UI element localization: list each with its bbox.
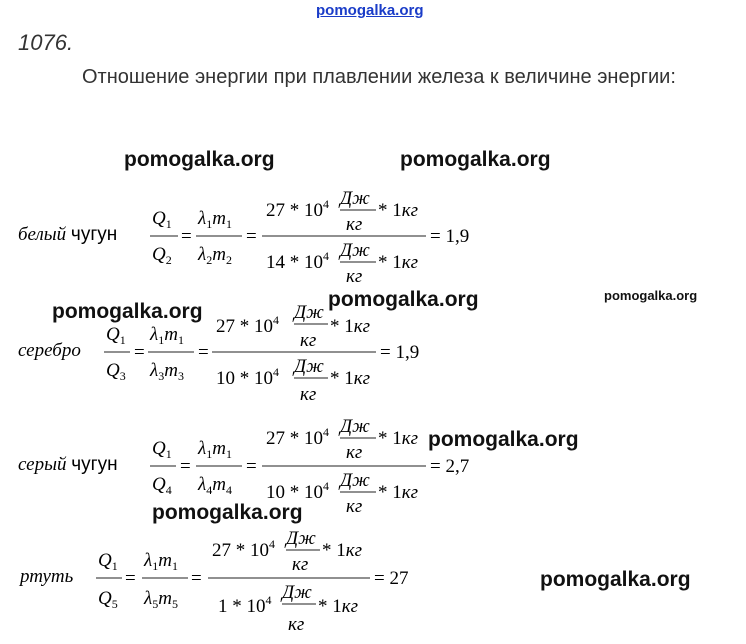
q-denominator: $Q_5$ <box>98 588 118 611</box>
numerator-mass: * 1кг <box>322 540 363 561</box>
equals-sign: = <box>198 342 209 363</box>
unit-energy: Дж <box>340 188 370 209</box>
unit-mass: кг <box>346 214 363 235</box>
denominator-value: $1 * 10^4$ <box>218 593 272 617</box>
material-label: белый чугун <box>18 224 118 245</box>
denominator-value: $10 * 10^4$ <box>216 365 279 389</box>
material-label: ртуть <box>20 566 74 587</box>
unit-mass: кг <box>346 442 363 463</box>
lambda-numerator: $\lambda_1m_1$ <box>150 324 184 347</box>
site-link[interactable]: pomogalka.org <box>316 2 424 19</box>
result: = 1,9 <box>430 226 470 247</box>
material-label: серебро <box>18 340 81 361</box>
numerator-value: $27 * 10^4$ <box>216 313 279 337</box>
equation-svg <box>0 412 746 518</box>
equation-white-cast-iron <box>0 184 746 296</box>
unit-mass: кг <box>288 614 305 635</box>
q-denominator: $Q_2$ <box>152 244 172 267</box>
q-numerator: $Q_1$ <box>152 438 172 461</box>
unit-energy: Дж <box>286 528 316 549</box>
watermark: pomogalka.org <box>152 501 303 524</box>
equation-silver <box>0 298 746 414</box>
unit-energy: Дж <box>282 582 312 603</box>
lambda-numerator: $\lambda_1m_1$ <box>198 208 232 231</box>
lambda-denominator: $\lambda_3m_3$ <box>150 360 184 383</box>
unit-energy: Дж <box>294 302 324 323</box>
result: = 1,9 <box>380 342 420 363</box>
q-denominator: $Q_4$ <box>152 474 172 497</box>
unit-energy: Дж <box>340 470 370 491</box>
result: = 27 <box>374 568 409 589</box>
equals-sign: = <box>134 342 145 363</box>
q-denominator: $Q_3$ <box>106 360 126 383</box>
lambda-denominator: $\lambda_5m_5$ <box>144 588 178 611</box>
equals-sign: = <box>246 226 257 247</box>
equation-svg <box>0 184 746 290</box>
lambda-denominator: $\lambda_4m_4$ <box>198 474 232 497</box>
numerator-value: $27 * 10^4$ <box>266 197 329 221</box>
equation-svg <box>0 298 746 408</box>
unit-energy: Дж <box>340 240 370 261</box>
numerator-value: $27 * 10^4$ <box>212 537 275 561</box>
numerator-mass: * 1кг <box>378 428 419 449</box>
q-numerator: $Q_1$ <box>98 550 118 573</box>
numerator-mass: * 1кг <box>330 316 371 337</box>
unit-mass: кг <box>346 496 363 517</box>
denominator-mass: * 1кг <box>378 482 419 503</box>
lambda-numerator: $\lambda_1m_1$ <box>144 550 178 573</box>
problem-number: 1076. <box>18 30 74 55</box>
equals-sign: = <box>180 456 191 477</box>
numerator-value: $27 * 10^4$ <box>266 425 329 449</box>
denominator-mass: * 1кг <box>318 596 359 617</box>
problem-intro-text: Отношение энергии при плавлении железа к величине энергии: <box>82 66 676 88</box>
watermark: pomogalka.org <box>328 288 479 311</box>
equation-mercury <box>0 526 746 644</box>
unit-mass: кг <box>300 384 317 405</box>
equals-sign: = <box>125 568 136 589</box>
denominator-mass: * 1кг <box>378 252 419 273</box>
material-label: серый чугун <box>18 454 118 475</box>
q-numerator: $Q_1$ <box>152 208 172 231</box>
equation-grey-cast-iron <box>0 412 746 524</box>
numerator-mass: * 1кг <box>378 200 419 221</box>
watermark: pomogalka.org <box>540 568 691 591</box>
unit-mass: кг <box>292 554 309 575</box>
watermark: pomogalka.org <box>124 148 275 171</box>
unit-mass: кг <box>346 266 363 287</box>
unit-mass: кг <box>300 330 317 351</box>
equals-sign: = <box>181 226 192 247</box>
q-numerator: $Q_1$ <box>106 324 126 347</box>
lambda-denominator: $\lambda_2m_2$ <box>198 244 232 267</box>
watermark: pomogalka.org <box>428 428 579 451</box>
denominator-mass: * 1кг <box>330 368 371 389</box>
denominator-value: $14 * 10^4$ <box>266 249 329 273</box>
equals-sign: = <box>191 568 202 589</box>
watermark: pomogalka.org <box>400 148 551 171</box>
watermark: pomogalka.org <box>604 288 698 303</box>
equation-svg <box>0 526 746 638</box>
unit-energy: Дж <box>340 416 370 437</box>
watermark: pomogalka.org <box>52 300 203 323</box>
result: = 2,7 <box>430 456 470 477</box>
unit-energy: Дж <box>294 356 324 377</box>
equals-sign: = <box>246 456 257 477</box>
lambda-numerator: $\lambda_1m_1$ <box>198 438 232 461</box>
denominator-value: $10 * 10^4$ <box>266 479 329 503</box>
